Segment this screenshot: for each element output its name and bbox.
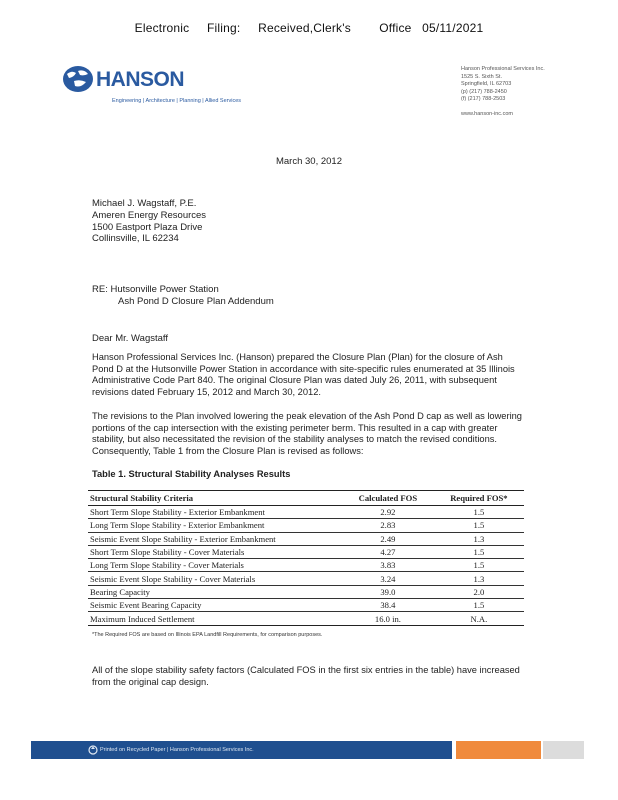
criteria-cell: Seismic Event Slope Stability - Exterior Embankment [88, 532, 342, 545]
column-header: Calculated FOS [342, 491, 434, 506]
body-paragraph-2: The revisions to the Plan involved lowering the peak elevation of the Ash Pond D cap as well as lowering portions of the cap intersection with the existing perimeter berm. This resulted in a cap with greater stability, but also necessitated the revision of the stability analyses to match the revised conditions. Consequently, Table 1 from the Closure Plan is revised as follows: [92, 411, 522, 456]
re-line: Ash Pond D Closure Plan Addendum [118, 295, 274, 307]
required-fos-cell: N.A. [434, 612, 524, 625]
letter-date: March 30, 2012 [275, 156, 342, 167]
recipient-line: 1500 Eastport Plaza Drive [92, 221, 203, 233]
required-fos-cell: 1.3 [434, 572, 524, 585]
table-row [88, 545, 524, 558]
criteria-cell: Long Term Slope Stability - Cover Materials [88, 559, 342, 572]
table-row [88, 559, 524, 572]
table-row [88, 506, 524, 519]
table-row [88, 532, 524, 545]
column-header: Required FOS* [434, 491, 524, 506]
table-row [88, 585, 524, 598]
website-line: www.hanson-inc.com [461, 110, 513, 117]
address-line: 1525 S. Sixth St. [461, 73, 502, 80]
table-row [88, 599, 524, 612]
criteria-cell: Maximum Induced Settlement [88, 612, 342, 625]
table-title: Table 1. Structural Stability Analyses Results [92, 469, 291, 479]
required-fos-cell: 1.5 [434, 599, 524, 612]
subject-line [92, 284, 274, 308]
recipient-address [92, 198, 206, 245]
body-paragraph-3: All of the slope stability safety factors (Calculated FOS in the first six entries in the table) have increased from the original cap design. [92, 665, 520, 687]
required-fos-cell: 1.5 [434, 559, 524, 572]
calculated-fos-cell: 2.83 [342, 519, 434, 532]
re-line: RE: Hutsonville Power Station [92, 284, 219, 295]
recycle-icon [88, 745, 98, 755]
table-row [88, 572, 524, 585]
criteria-cell: Short Term Slope Stability - Exterior Embankment [88, 506, 342, 519]
required-fos-cell: 2.0 [434, 585, 524, 598]
footer-end-bar [543, 741, 584, 759]
footer-accent-bar [456, 741, 541, 759]
calculated-fos-cell: 16.0 in. [342, 612, 434, 625]
criteria-cell: Seismic Event Bearing Capacity [88, 599, 342, 612]
company-address [461, 66, 545, 119]
calculated-fos-cell: 2.92 [342, 506, 434, 519]
company-logo-text: HANSON [96, 68, 185, 91]
address-line: (p) (217) 788-2450 [461, 88, 507, 95]
salutation [92, 333, 168, 345]
table-row [88, 519, 524, 532]
table-footnote: *The Required FOS are based on Illinois EPA Landfill Requirements, for comparison purposes. [92, 632, 323, 638]
filing-stamp: Electronic Filing: Received,Clerk's Office 05/11/2021 [134, 21, 484, 35]
calculated-fos-cell: 4.27 [342, 545, 434, 558]
calculated-fos-cell: 38.4 [342, 599, 434, 612]
criteria-cell: Short Term Slope Stability - Cover Materials [88, 545, 342, 558]
company-tagline: Engineering | Architecture | Planning | Allied Services [112, 98, 242, 104]
required-fos-cell: 1.5 [434, 545, 524, 558]
criteria-cell: Bearing Capacity [88, 585, 342, 598]
recipient-line: Collinsville, IL 62234 [92, 233, 179, 245]
body-paragraph-1: Hanson Professional Services Inc. (Hanson) prepared the Closure Plan (Plan) for the closure of Ash Pond D at the Hutsonville Power Station in accordance with site-specific rules enumerated at 35 Illinois Administrative Code Part 840. The original Closure Plan was dated July 26, 2011, with subsequent revisions dated February 15, 2012 and March 30, 2012. [92, 352, 515, 397]
required-fos-cell: 1.5 [434, 519, 524, 532]
salutation-text: Dear Mr. Wagstaff [92, 333, 169, 344]
calculated-fos-cell: 2.49 [342, 532, 434, 545]
required-fos-cell: 1.5 [434, 506, 524, 519]
calculated-fos-cell: 3.24 [342, 572, 434, 585]
address-line: Springfield, IL 62703 [461, 81, 512, 88]
table-header-row [88, 491, 524, 506]
criteria-cell: Long Term Slope Stability - Exterior Embankment [88, 519, 342, 532]
required-fos-cell: 1.3 [434, 532, 524, 545]
address-line: Hanson Professional Services Inc. [461, 66, 545, 72]
footer-text: Printed on Recycled Paper | Hanson Professional Services Inc. [100, 747, 254, 753]
calculated-fos-cell: 39.0 [342, 585, 434, 598]
recipient-line: Michael J. Wagstaff, P.E. [92, 198, 197, 209]
criteria-cell: Seismic Event Slope Stability - Cover Materials [88, 572, 342, 585]
hanson-globe-logo-icon [62, 64, 94, 94]
recipient-line: Ameren Energy Resources [92, 209, 207, 221]
table-row [88, 612, 524, 625]
stability-results-table [88, 490, 524, 626]
column-header: Structural Stability Criteria [88, 491, 342, 506]
address-line: (f) (217) 788-2503 [461, 96, 506, 103]
calculated-fos-cell: 3.83 [342, 559, 434, 572]
